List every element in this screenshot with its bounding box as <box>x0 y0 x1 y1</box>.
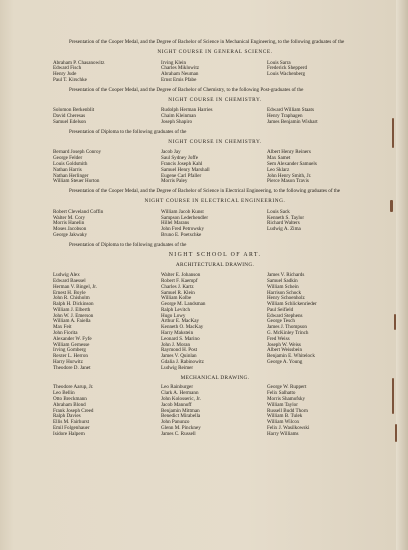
ink-mark <box>394 314 396 330</box>
graduate-name: James V. Quinlan <box>161 353 197 360</box>
graduate-name: Isidore Halpern <box>53 430 85 437</box>
graduate-name: Francis Joseph Kahl <box>161 160 203 167</box>
graduate-name: William Kolbe <box>161 295 192 302</box>
name-column <box>267 108 377 125</box>
graduate-name: William Gernesse <box>53 341 90 348</box>
graduate-name: Bruno E. Poetschke <box>161 231 202 238</box>
graduate-list <box>53 385 377 437</box>
graduate-name: Irving Klein <box>161 59 187 66</box>
graduate-name: Gdalia J. Rabinowitz <box>161 359 204 366</box>
graduate-name: Louis Goldsmith <box>53 160 88 167</box>
graduate-name: Glenn M. Pinckney <box>161 425 201 432</box>
graduate-name: Hugo Lowy <box>161 312 186 319</box>
graduate-name: Harry Williams <box>267 430 299 437</box>
section <box>53 88 377 126</box>
graduate-name: Sampson Lederhendler <box>161 214 209 221</box>
graduate-name: Benjamin Mittman <box>161 407 200 414</box>
graduate-name: Theodore D. Janet <box>53 364 91 371</box>
graduate-name: Jacob Jay <box>161 149 181 156</box>
graduate-name: George Felder <box>53 155 83 162</box>
graduate-name: Kenneth O. MacKay <box>161 324 204 331</box>
course-heading: NIGHT COURSE IN GENERAL SCIENCE. <box>157 48 273 55</box>
presentation-paragraph: Presentation of the Cooper Medal, and the Degree of Bachelor of Science in Electrical Engineering, to the following graduates of the <box>69 188 341 195</box>
name-column <box>161 108 267 125</box>
name-column <box>267 61 377 84</box>
graduate-name: William Jacob Kunst <box>161 208 204 215</box>
graduate-name: Ralph H. Dickinson <box>53 301 94 308</box>
graduate-name: Charles J. Kartz <box>161 283 194 290</box>
graduate-name: Ernst Emis Pfabe <box>161 76 197 83</box>
graduate-name: Samuel R. Klein <box>161 289 195 296</box>
graduate-name: Ralph Davies <box>53 413 81 420</box>
graduate-name: Louis Wachenberg <box>267 71 306 78</box>
course-heading: NIGHT COURSE IN CHEMISTRY. <box>168 138 262 145</box>
graduate-name: Moses Jacobson <box>53 226 87 233</box>
graduate-name: Theodore Aarup, Jr. <box>53 384 94 391</box>
graduate-name: John Panunzo <box>161 419 190 426</box>
graduate-list <box>53 150 377 185</box>
section <box>53 130 377 185</box>
graduate-name: James J. Thompson <box>267 324 307 331</box>
graduate-name: James C. Russell <box>161 430 196 437</box>
presentation-paragraph: Presentation of Diploma to the following graduates of the <box>69 128 187 135</box>
graduate-name: Louis Sarra <box>267 59 291 66</box>
graduate-name: Rexter L. Herron <box>53 353 88 360</box>
graduate-name: Albert Weissbein <box>267 347 303 354</box>
graduate-name: John Fred Petrowsky <box>161 226 205 233</box>
graduate-list <box>53 273 377 372</box>
graduate-name: Felix Salhatto <box>267 390 296 397</box>
graduate-name: John J. Moran <box>161 341 191 348</box>
graduate-name: George Tesch <box>267 318 295 325</box>
graduate-name: Max Feit <box>53 324 72 331</box>
graduate-name: Raymond H. Post <box>161 347 198 354</box>
graduate-name: Frank Joseph Creed <box>53 407 94 414</box>
graduate-name: Harry Hurwitz <box>53 359 83 366</box>
graduate-name: Samuel Edelson <box>53 118 86 125</box>
graduate-name: Joseph Shapiro <box>161 118 192 125</box>
page-edge <box>396 0 408 550</box>
graduate-name: Henry Jude <box>53 71 77 78</box>
name-column <box>161 150 267 185</box>
graduate-name: George A. Young <box>267 359 303 366</box>
graduate-name: Jacob Mannoff <box>161 401 192 408</box>
graduate-name: Herman V. Bingel, Jr. <box>53 283 97 290</box>
name-column <box>267 273 377 372</box>
graduate-name: Ellis M. Fairhurst <box>53 419 90 426</box>
graduate-name: Bernard Joseph Conroy <box>53 149 102 156</box>
graduate-name: John Kolosseric, Jr. <box>161 396 201 403</box>
graduate-name: John Henry Smith, Jr. <box>267 172 312 179</box>
graduate-name: Benjamin E. Whitelock <box>267 353 315 360</box>
name-column <box>161 210 267 239</box>
graduate-name: Chaim Kleinman <box>161 113 196 120</box>
section <box>53 189 377 239</box>
graduate-name: Harrison Schock <box>267 289 302 296</box>
graduate-name: Ralph Levitch <box>161 306 190 313</box>
graduate-name: Max Samet <box>267 155 291 162</box>
graduate-name: John R. Chisholm <box>53 295 90 302</box>
graduate-name: James Benjamin Wishart <box>267 118 318 125</box>
graduate-name: William B. Tulek <box>267 413 303 420</box>
graduate-name: Leonard S. Marino <box>161 335 200 342</box>
name-column <box>267 150 377 185</box>
section <box>53 40 377 84</box>
graduate-name: William Schlickenrieder <box>267 301 317 308</box>
graduate-name: Alexander W. Fyfe <box>53 335 92 342</box>
graduate-name: William J. Elberth <box>53 306 91 313</box>
graduate-name: G. McKinley Trinch <box>267 330 309 337</box>
name-column <box>53 210 161 239</box>
graduate-name: Rudolph Herman Harries <box>161 107 213 114</box>
graduate-name: Samuel Sadkin <box>267 277 298 284</box>
graduate-name: Sem Alexander Samuels <box>267 160 317 167</box>
graduate-name: John Fiorita <box>53 330 78 337</box>
graduate-name: William A. Faiella <box>53 318 91 325</box>
graduate-name: William Wilcox <box>267 419 300 426</box>
graduate-name: James V. Richards <box>267 272 305 279</box>
graduate-name: Abraham Neuman <box>161 71 199 78</box>
graduate-name: Otto Breckmann <box>53 396 87 403</box>
graduate-name: Abraham P. Chasanowitz <box>53 59 105 66</box>
graduate-name: Eugene Carl Pfaller <box>161 172 202 179</box>
course-heading: NIGHT COURSE IN CHEMISTRY. <box>168 96 262 103</box>
graduate-name: Paul T. Kirschke <box>53 76 87 83</box>
name-column <box>53 273 161 372</box>
ink-mark <box>392 118 394 148</box>
graduate-name: Edward William Staats <box>267 107 314 114</box>
graduate-name: Robert F. Kaempf <box>161 277 198 284</box>
document-body <box>53 40 377 442</box>
presentation-paragraph: Presentation of the Cooper Medal, and the Degree of Bachelor of Chemistry, to the following Post-graduates of the <box>69 86 304 93</box>
graduate-name: Pierce Mason Travis <box>267 178 309 185</box>
graduate-name: Louis Sack <box>267 208 290 215</box>
graduate-name: Clark A. Hermann <box>161 390 199 397</box>
name-column <box>267 385 377 437</box>
section <box>53 376 377 438</box>
ink-mark <box>392 378 394 414</box>
course-heading: NIGHT SCHOOL OF ART. <box>168 251 262 258</box>
graduate-list <box>53 61 377 84</box>
graduate-name: George W. Ruppert <box>267 384 307 391</box>
ink-mark <box>390 200 393 212</box>
graduate-name: Leo Rainburger <box>161 384 194 391</box>
graduate-name: Saul Sydney Joffe <box>161 155 198 162</box>
graduate-name: Abraham Blond <box>53 401 86 408</box>
graduate-name: John W. J. Emerson <box>53 312 94 319</box>
graduate-name: Morris Shamofsky <box>267 396 306 403</box>
graduate-name: Emil Folgenhauer <box>53 425 90 432</box>
name-column <box>53 108 161 125</box>
name-column <box>161 61 267 84</box>
course-heading: NIGHT COURSE IN ELECTRICAL ENGINEERING. <box>144 197 286 204</box>
graduate-name: Arthur E. MacKay <box>161 318 200 325</box>
graduate-name: Ludwig Reimer <box>161 364 194 371</box>
graduate-name: David Cheresas <box>53 113 86 120</box>
graduate-list <box>53 210 377 239</box>
graduate-name: Harry Makstein <box>161 330 194 337</box>
graduate-name: Henry Traphagen <box>267 113 303 120</box>
graduate-name: Edward Fisch <box>53 65 82 72</box>
graduate-name: Kenneth S. Taylor <box>267 214 305 221</box>
graduate-list <box>53 108 377 125</box>
name-column <box>53 150 161 185</box>
presentation-paragraph: Presentation of the Cooper Medal, and the Degree of Bachelor of Science in Mechanical Engineering, to the following graduates of the <box>69 39 345 45</box>
name-column <box>267 210 377 239</box>
graduate-name: William Schein <box>267 283 299 290</box>
graduate-name: Ludwig A. Zima <box>267 226 301 233</box>
graduate-name: Walter M. Cory <box>53 214 85 221</box>
name-column <box>161 273 267 372</box>
graduate-name: Joseph W. Weiss <box>267 341 301 348</box>
section <box>53 243 377 372</box>
graduate-name: Nathan Herlinger <box>53 172 89 179</box>
graduate-name: Irving Gomberg <box>53 347 86 354</box>
graduate-name: George M. Landsman <box>161 301 206 308</box>
graduate-name: Russell Budd Thorn <box>267 407 308 414</box>
graduate-name: Paul Seifield <box>267 306 294 313</box>
graduate-name: Hillel Marans <box>161 220 190 227</box>
name-column <box>161 385 267 437</box>
course-subheading: MECHANICAL DRAWING. <box>180 374 250 381</box>
graduate-name: Benedict Mirabella <box>161 413 201 420</box>
graduate-name: Ernest H. Boyle <box>53 289 86 296</box>
name-column <box>53 385 161 437</box>
graduate-name: Frederick Shepperd <box>267 65 308 72</box>
graduate-name: George Jakwaky <box>53 231 87 238</box>
graduate-name: Ludwig Alex <box>53 272 80 279</box>
graduate-name: Fred Weiss <box>267 335 290 342</box>
graduate-name: Albert Henry Reiners <box>267 149 311 156</box>
presentation-paragraph: Presentation of Diploma to the following graduates of the <box>69 241 187 248</box>
graduate-name: Samuel Henry Marshall <box>161 166 210 173</box>
graduate-name: Robert Cleveland Coffin <box>53 208 104 215</box>
graduate-name: Solomon Berkenblit <box>53 107 95 114</box>
graduate-name: Edward Stephens <box>267 312 303 319</box>
graduate-name: Morris Paley <box>161 178 188 185</box>
ink-mark <box>395 424 397 442</box>
graduate-name: Nathan Harris <box>53 166 82 173</box>
graduate-name: Leo Sklarz <box>267 166 290 173</box>
graduate-name: Edward Baessel <box>53 277 86 284</box>
graduate-name: Richard Walters <box>267 220 300 227</box>
graduate-name: William Taylor <box>267 401 298 408</box>
graduate-name: Leo Bellin <box>53 390 75 397</box>
graduate-name: Walter E. Johanson <box>161 272 201 279</box>
course-subheading: ARCHITECTURAL DRAWING. <box>175 262 255 269</box>
graduate-name: Morris Hanelin <box>53 220 85 227</box>
graduate-name: William Steuer Horton <box>53 178 100 185</box>
graduate-name: Henry Schoenholz <box>267 295 305 302</box>
graduate-name: Felix J. Wasilkowski <box>267 425 310 432</box>
name-column <box>53 61 161 84</box>
graduate-name: Charles Miklowitz <box>161 65 200 72</box>
